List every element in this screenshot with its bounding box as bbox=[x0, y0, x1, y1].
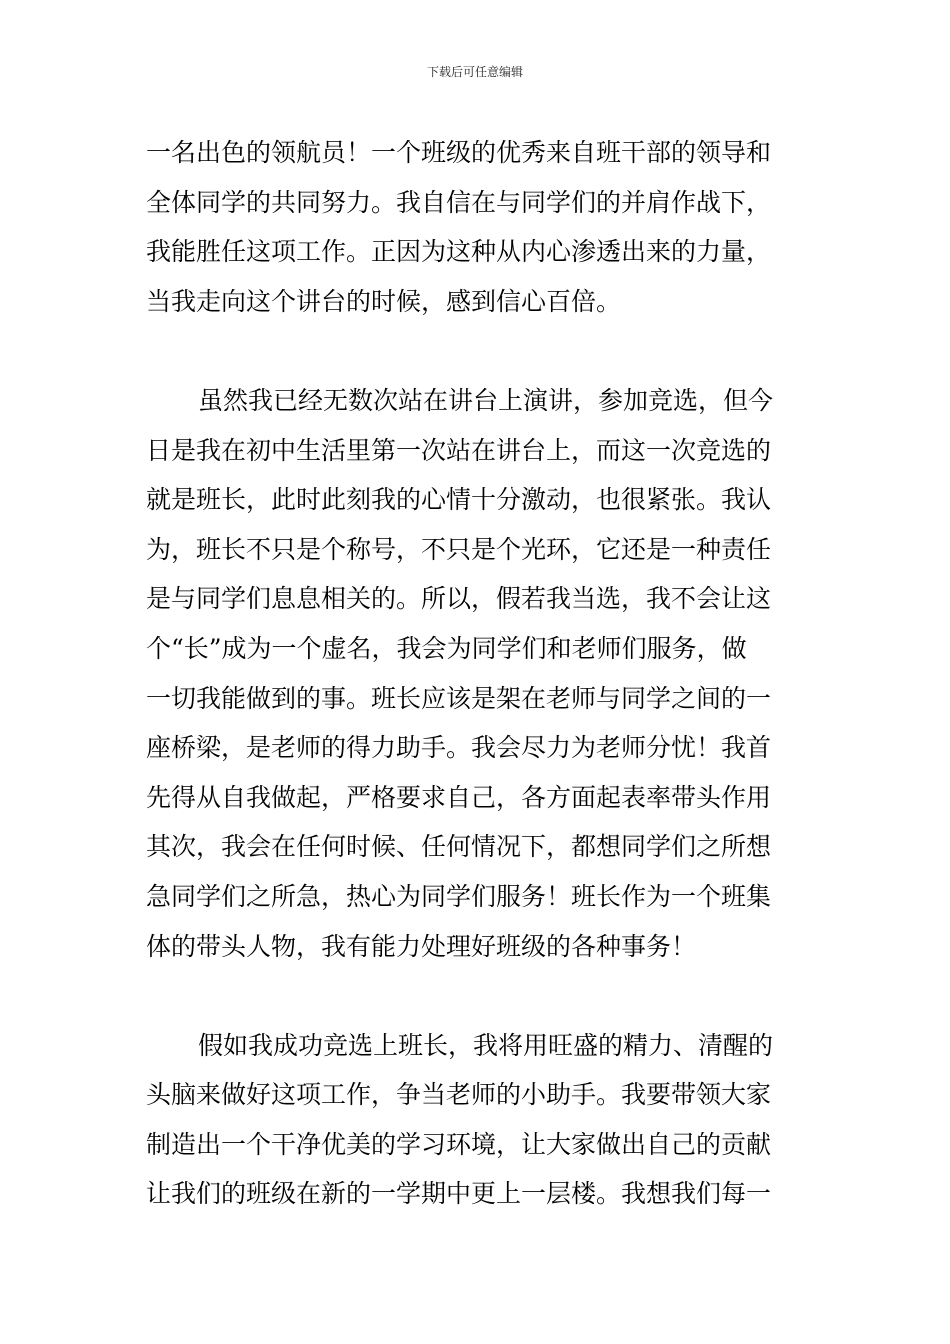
paragraph-line: 就是班长，此时此刻我的心情十分激动，也很紧张。我认 bbox=[146, 485, 772, 515]
paragraph-line: 虽然我已经无数次站在讲台上演讲，参加竞选，但今 bbox=[198, 385, 774, 415]
document-body bbox=[146, 128, 806, 1219]
paragraph-1 bbox=[146, 128, 806, 326]
paragraph-line: 先得从自我做起，严格要求自己，各方面起表率带头作用 bbox=[146, 782, 772, 812]
paragraph-line: 个“长”成为一个虚名，我会为同学们和老师们服务，做 bbox=[146, 633, 747, 663]
paragraph-line: 当我走向这个讲台的时候，感到信心百倍。 bbox=[146, 286, 622, 316]
paragraph-line: 是与同学们息息相关的。所以，假若我当选，我不会让这 bbox=[146, 584, 772, 614]
paragraph-line: 为，班长不只是个称号，不只是个光环，它还是一种责任 bbox=[146, 534, 772, 564]
paragraph-line: 一切我能做到的事。班长应该是架在老师与同学之间的一 bbox=[146, 683, 772, 713]
paragraph-spacer bbox=[146, 326, 806, 376]
paragraph-line: 体的带头人物，我有能力处理好班级的各种事务！ bbox=[146, 931, 697, 961]
paragraph-3 bbox=[146, 1021, 806, 1219]
paragraph-line: 制造出一个干净优美的学习环境，让大家做出自己的贡献 bbox=[146, 1129, 772, 1159]
paragraph-line: 让我们的班级在新的一学期中更上一层楼。我想我们每一 bbox=[146, 1179, 772, 1209]
paragraph-line: 其次，我会在任何时候、任何情况下，都想同学们之所想 bbox=[146, 832, 772, 862]
paragraph-2 bbox=[146, 376, 806, 971]
page-header: 下载后可任意编辑 bbox=[426, 65, 523, 79]
paragraph-line: 头脑来做好这项工作，争当老师的小助手。我要带领大家 bbox=[146, 1080, 772, 1110]
paragraph-line: 座桥梁，是老师的得力助手。我会尽力为老师分忧！我首 bbox=[146, 733, 772, 763]
paragraph-spacer bbox=[146, 971, 806, 1021]
paragraph-line: 假如我成功竞选上班长，我将用旺盛的精力、清醒的 bbox=[198, 1030, 774, 1060]
paragraph-line: 全体同学的共同努力。我自信在与同学们的并肩作战下， bbox=[146, 187, 772, 217]
paragraph-line: 一名出色的领航员！一个班级的优秀来自班干部的领导和 bbox=[146, 138, 772, 167]
paragraph-line: 我能胜任这项工作。正因为这种从内心渗透出来的力量， bbox=[146, 237, 772, 267]
paragraph-line: 日是我在初中生活里第一次站在讲台上，而这一次竞选的 bbox=[146, 435, 772, 465]
paragraph-line: 急同学们之所急，热心为同学们服务！班长作为一个班集 bbox=[146, 881, 772, 911]
